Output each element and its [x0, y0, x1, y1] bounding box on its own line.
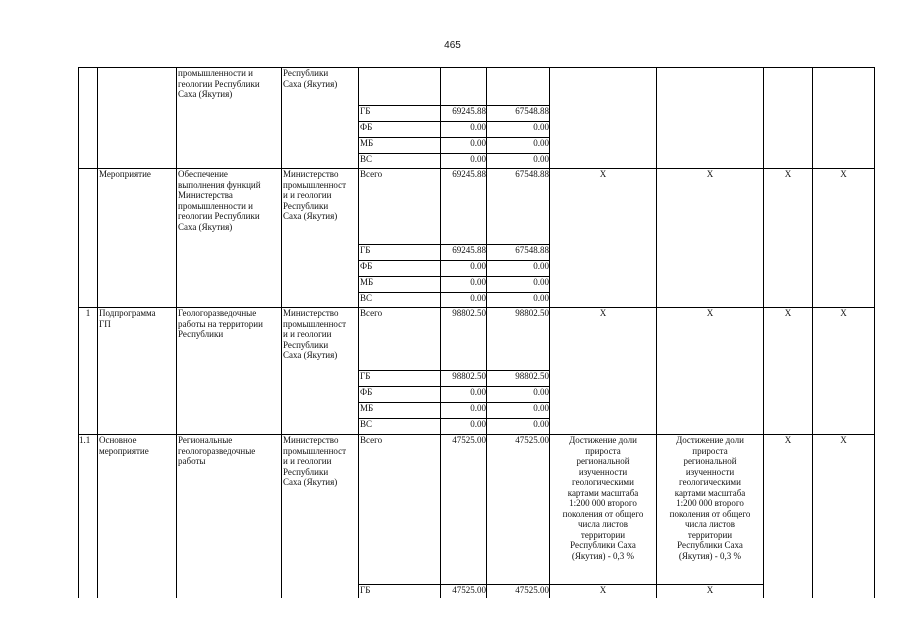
v1-value: 0.00: [470, 138, 486, 148]
src-label: ФБ: [360, 261, 373, 271]
x-mark: Х: [599, 585, 607, 595]
cell-ind1-top: [549, 67, 657, 169]
row-type: Подпрограмма ГП: [99, 308, 156, 329]
v2-cell: [486, 434, 550, 585]
src-label: ФБ: [360, 387, 373, 397]
src-label: МБ: [360, 138, 374, 148]
x-mark: Х: [840, 308, 847, 318]
src-label: ГБ: [360, 371, 371, 381]
x-mark: Х: [784, 308, 792, 318]
cell-v1-top-blank: [440, 67, 487, 106]
executor-text-top: Республики Саха (Якутия): [283, 68, 338, 89]
v1-value: 0.00: [470, 293, 486, 303]
v1-value: 0.00: [470, 403, 486, 413]
src-label: МБ: [360, 403, 374, 413]
cell-x4: [812, 307, 875, 435]
v2-value: 0.00: [533, 403, 549, 413]
v1-value: 0.00: [470, 154, 486, 164]
row-name: Обеспечение выполнения функций Министерства промышленности и геологии Республики Саха (Якутия): [178, 169, 261, 232]
cell-type: [97, 168, 177, 308]
cell-type-top: [97, 67, 177, 169]
v1-value: 47525.00: [452, 585, 486, 595]
cell-x3-top: [763, 67, 813, 169]
cell-ind1: [549, 307, 657, 435]
x-mark: Х: [706, 308, 714, 318]
row-executor: Министерство промышленност и и геологии Республики Саха (Якутия): [283, 435, 347, 487]
v1-value: 0.00: [470, 419, 486, 429]
row-executor: Министерство промышленност и и геологии Республики Саха (Якутия): [283, 308, 347, 360]
v2-value: 0.00: [533, 122, 549, 132]
v1-value: 0.00: [470, 261, 486, 271]
name-text-top: промышленности и геологии Республики Саха (Якутия): [178, 68, 260, 99]
x-mark: Х: [706, 585, 714, 595]
v2-value: 0.00: [533, 277, 549, 287]
x-mark: Х: [706, 169, 714, 179]
v2-value: 47525.00: [515, 435, 549, 445]
cell-ind2: [656, 307, 764, 435]
v1-value: 0.00: [470, 122, 486, 132]
indicator-text: Достижение доли прироста региональной изученности геологическими картами масштаба 1:200 000 второго поколения от общего числа листов территории Республики Саха (Якутия) - 0,3 %: [669, 435, 751, 561]
x-mark: Х: [784, 169, 792, 179]
v1-value: 69245.88: [452, 169, 486, 179]
row-type: Мероприятие: [99, 169, 151, 179]
cell-src-top-blank: [358, 67, 441, 106]
src-label: ВС: [360, 293, 373, 303]
src-label: ГБ: [360, 106, 371, 116]
v2-value: 0.00: [533, 293, 549, 303]
x-mark: Х: [840, 169, 847, 179]
v2-value: 67548.88: [515, 169, 549, 179]
cell-num-top: [78, 67, 98, 169]
cell-v2-top-blank: [486, 67, 550, 106]
row-type: Основное мероприятие: [99, 435, 149, 456]
cell-ind1: [549, 168, 657, 308]
src-label: Всего: [360, 169, 383, 179]
v2-value: 0.00: [533, 387, 549, 397]
x-mark: Х: [840, 435, 847, 445]
src-label: ВС: [360, 154, 373, 164]
row-number: 1: [85, 308, 91, 318]
x-mark: Х: [599, 308, 607, 318]
x-mark: Х: [599, 169, 607, 179]
src-label: Всего: [360, 308, 383, 318]
cell-x4: [812, 434, 875, 606]
row-name: Региональные геологоразведочные работы: [178, 435, 256, 466]
v2-value: 0.00: [533, 419, 549, 429]
v2-value: 0.00: [533, 138, 549, 148]
v2-value: 0.00: [533, 154, 549, 164]
cell-x4: [812, 168, 875, 308]
x-mark: Х: [784, 435, 792, 445]
cell-num: [78, 307, 98, 435]
cell-type: [97, 434, 177, 606]
v2-value: 47525.00: [515, 585, 549, 595]
v2-value: 67548.88: [515, 106, 549, 116]
v2-value: 98802.50: [515, 371, 549, 381]
src-label: МБ: [360, 277, 374, 287]
v1-value: 69245.88: [452, 245, 486, 255]
src-label: ГБ: [360, 585, 371, 595]
v1-value: 0.00: [470, 387, 486, 397]
cell-x3: [763, 434, 813, 606]
cell-ind2: [656, 168, 764, 308]
v1-cell: [440, 434, 487, 585]
cell-x4-top: [812, 67, 875, 169]
v2-value: 67548.88: [515, 245, 549, 255]
row-name: Геологоразведочные работы на территории Республики: [178, 308, 263, 339]
v1-value: 98802.50: [452, 371, 486, 381]
v1-value: 69245.88: [452, 106, 486, 116]
v2-value: 0.00: [533, 261, 549, 271]
v1-value: 47525.00: [452, 435, 486, 445]
src-label: ФБ: [360, 122, 373, 132]
page-bottom-margin: [0, 598, 905, 640]
cell-ind2-top: [656, 67, 764, 169]
v1-value: 98802.50: [452, 308, 486, 318]
row-number: [78, 168, 98, 170]
indicator-text: Достижение доли прироста региональной изученности геологическими картами масштаба 1:200 000 второго поколения от общего числа листов территории Республики Саха (Якутия) - 0,3 %: [562, 435, 644, 561]
cell-x3: [763, 168, 813, 308]
cell-num: [78, 434, 98, 606]
cell-num: [78, 168, 98, 308]
row-number: 1.1: [79, 435, 91, 445]
v2-value: 98802.50: [515, 308, 549, 318]
page-number: 465: [444, 40, 461, 51]
cell-x3: [763, 307, 813, 435]
src-label: Всего: [360, 435, 383, 445]
src-label: ГБ: [360, 245, 371, 255]
src-label: ВС: [360, 419, 373, 429]
v1-value: 0.00: [470, 277, 486, 287]
src-cell: [358, 434, 441, 585]
row-executor: Министерство промышленност и и геологии Республики Саха (Якутия): [283, 169, 347, 221]
